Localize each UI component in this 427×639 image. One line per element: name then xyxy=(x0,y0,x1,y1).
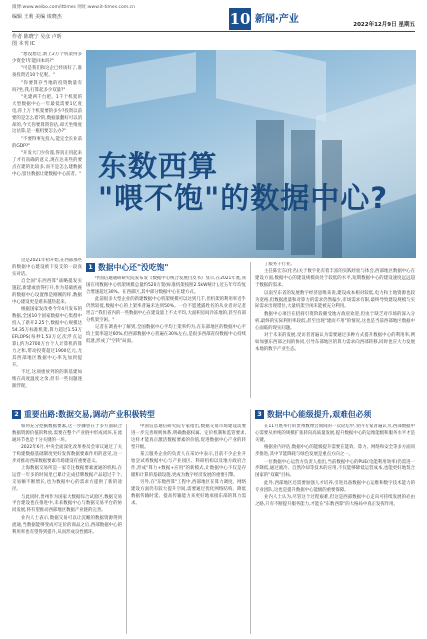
issue-date: 2022年12月9日 星期五 xyxy=(353,22,415,28)
body-paragraph: 如何充分挖掘数据要素,这一步骤曾在于多方面联合数据资源价值的释放,需要在整个产业链中形成闭环,在流通环节也是十分关键的一环。 xyxy=(12,424,122,443)
body-paragraph: 主任陈宏东(化名)关于数字化有着丰富的实践经验与体会,西部地区数据中心在建设方面,数据中心的建设规模尚处于较低的水平,短期数据中心的建设速度远远超于数据的需求。 xyxy=(255,269,415,289)
lead-paragraph: "不要得事先投入,能完全长业前的GDP?" xyxy=(12,136,82,149)
column-divider xyxy=(250,409,251,634)
byline-author: 作者 陈晓宁 吴彦 卢昕 xyxy=(12,34,62,40)
section-2-header xyxy=(12,409,155,420)
hero-building-shape xyxy=(106,52,196,108)
body-paragraph: 另外,在"东数西算"工程中,西部地区在算力调度、网络建设方面仍有较大提升空间,需要通过优化网络结构、降低数据传输时延、提高传输能力来更好地承接东部的算力需求。 xyxy=(131,480,246,506)
body-paragraph: 此外,西部地区还需要加强人才培养,引进具备数据中心运维和数字技术能力的专业团队,这也是提升数据中心能级的重要保障。 xyxy=(255,480,415,493)
section-2-title: 重要出路:数据交易,调动产业积极转型 xyxy=(24,410,155,419)
body-paragraph: 2022年6月,中央全面深化改革委员会审议通过了关于构建数据基础制度更好发挥数据要素作用的意见,这一步对推动西部数据要素市场建设有重要意义。 xyxy=(12,445,122,465)
body-paragraph: 记者在调查中了解到,全国数据中心平均上架率约为,在东部地区的数据中心平均上架率超过60%,但西部数据中心普遍在30%左右,是很多西部省份数据中心持续低迷,形成了"空转"局面。 xyxy=(86,325,246,345)
body-paragraph: 此前很多大型企业的新建数据中心机架规模可以达到几千,但机架的利用率近乎仍然较低,数据中心的上架率普遍未达到50%。一位不愿透露姓名的从业者对记者坦言:"我们省内的一些数据中心在建设量上不太平均,大面积房间冷冻地的,甚至有部分机架空闲。" xyxy=(86,297,246,323)
lead-paragraph: "你要算存当地的投资数量有吗?坐,我,打算起多少双量?" xyxy=(12,80,82,93)
section-2-mid-column xyxy=(131,424,246,508)
lead-paragraph: "开发大门少价谨,得真正用起来了才有真确的意义,现在达来些的要点在建的比较多,而不是怎么建数据中心,留住数据让建数据中心前者。" xyxy=(12,151,82,177)
body-paragraph: 在11月底举行的贵州数博会期间的一次论坛中,业内专家普遍认为,西部数据中心需要从单纯的规模扩张转向高质量发展,提升数据中心的运维能级和服务水平才是关键。 xyxy=(255,424,415,443)
masthead-rule xyxy=(12,31,415,32)
body-paragraph: 中国信息通信研究院专家指出,数据交易市场建设需要进一步完善规则体系,明确数据权属、定价机制和监管要求,这样才能真正激活数据要素的价值,促进数据中心产业的转型升级。 xyxy=(131,424,246,450)
section-2-left-column xyxy=(12,424,122,537)
left-column-body xyxy=(12,258,82,391)
section-3-column xyxy=(255,424,415,509)
body-paragraph: 某云服务企业的负责人在采访中表示,目前不少企业开始尝试将数据中心与产业园区、科研机构以及地方政府合作,形成"算力+数据+应用"的新模式,让数据中心不仅是存储和计算的基础设施,更成为数字经济发展的重要引擎。 xyxy=(131,452,246,478)
masthead-nav: 编辑 王莉 美编 谈晓杰 xyxy=(12,14,62,20)
body-paragraph: 一位数据中心运营方负责人指出,当前数据中心的PUE(电能利用效率)仍需进一步降低,通过液冷、自然冷却等技术的应用,不仅能够降低运营成本,也能更好地契合国家的"双碳"目标。 xyxy=(255,459,415,479)
body-paragraph: 对于未来的发展,受访者普遍认为需要通过多种方式提升数据中心的利用率,例如加强东西部之间的协同,引导东部地区的算力需求向西部转移,同时也应大力发展本地的数字产业生态。 xyxy=(255,333,415,352)
section-3-header xyxy=(255,409,371,420)
body-paragraph: 以南至东省的发展数字经济思维来说,建设成本相对较低,电力和土地资源也较为宽裕,但数据流量和对算力的需求仍然偏少,市场需求有限,最终导致建设规模与实际需求出现错位,大量机架空闲未能被充分利用。 xyxy=(255,290,415,310)
masthead xyxy=(12,4,415,32)
column-divider xyxy=(250,262,251,398)
byline xyxy=(12,34,62,48)
headline-line-1: 东数西算 xyxy=(98,149,219,183)
body-paragraph: 与此同时,贵州作为国家大数据综合试验区,数据交易平台建设也在推进中,未来数据中心与数据交易平台的协同发展,将有望推动西部地区数据产业链的完善。 xyxy=(12,494,122,514)
page-number: 10 xyxy=(229,10,251,28)
body-paragraph: 不过,这项重放列的的新基建如维在高度温度之余,但有一些问题逐渐浮现。 xyxy=(12,370,82,389)
body-paragraph: 上海数据交易所是一家专注数据要素流通的机构,在运营一年多的时间里已累计完成挂牌数据产品超过千个,交易额不断增长,也为数据中心的需求方提供了新的途径。 xyxy=(12,466,122,493)
body-paragraph: 根据业内评估,数据中心的能级提升需要在能效、算力、网络和安全等多方面同步推进,其中节能降耗与绿色发展是重点方向之一。 xyxy=(255,445,415,458)
body-paragraph: 中国信通通研研究院发布发《数据中心统合发展白皮书》显示,在2021年底,我国在用数据中心机架规模总量约520万架(标准机架按照2.5kW统计),近五年年均复合增速超过30%。在西部区,其中部分数据中心在建方式。 xyxy=(86,276,246,295)
section-1-header xyxy=(86,262,169,273)
hero-building-shape xyxy=(216,50,326,122)
lead-paragraph: "先建两千台吧。1千个机架的大型数据中心一年最低需要1亿度电,你上万个机架要的多少?投资以前要的是怎么着?的,数据量翻好可以消却的,今天你要算资你估,却天坐维度这估算,是一瓶机要怎么办?" xyxy=(12,94,82,135)
headline-line-2: "喂不饱"的数据中心? xyxy=(98,181,389,215)
section-title: 新闻·产业 xyxy=(255,14,299,25)
body-paragraph: 根据国家发改委今年4月发布的数据,全国10个国家数据中心集群中投入了新开2.25个,数据中心规模达54.35万标准机架,算力超过1.53万EFLOPS(每秒1.53万亿次浮点运算),约为2700万台个人计算机的算力之和,带动投资超过1900亿元,尤其西部地区数据中心率先加到提升。 xyxy=(12,307,82,368)
body-paragraph: 了服务千行业。 xyxy=(264,262,295,267)
lead-paragraph: "可是我们和这企已经谈好了,准备投资近10个亿呢。" xyxy=(12,66,82,79)
body-paragraph: 业内人士认为,尽管这个过程艰难,但这是西部数据中心走向可持续发展的必由之路,只有不断提升服务能力,才能在"东数西算"的大格局中真正发挥作用。 xyxy=(255,495,415,507)
section-2-number: 2 xyxy=(12,410,21,419)
column-divider xyxy=(126,424,127,634)
masthead-top-line: 微博:www.weibo.com/ittimes 网址:www.it-times.com.cn xyxy=(12,5,135,10)
section-1-number: 1 xyxy=(86,263,95,272)
hero-image xyxy=(86,50,416,258)
body-paragraph: 业内人士表示,数据交易可以让沉睡的数据资源得到流通,当数据能够变成可定价的商品之后,西部数据中心的利用率也有望得到提升,从而形成良性循环。 xyxy=(12,515,122,535)
section-1-title: 数据中心还"没吃饱" xyxy=(98,263,169,272)
byline-editor: 图 本刊 IC xyxy=(12,41,36,47)
section-3-number: 3 xyxy=(255,410,264,419)
body-paragraph: 自全国"东西西算"战略提发实施起,新建或放得打开,作为基础底座的数据中心设置像是刚刚的样,数据中心建设更是难来越热起来。 xyxy=(12,279,82,305)
lead-column xyxy=(12,52,82,179)
lead-paragraph: "想没想过,新上2万个机架得多少资金?年能回本吗?" xyxy=(12,52,82,64)
body-paragraph: 这是2021年初开始,在西部那些的数据中心建设被下发支的一段真实对话。 xyxy=(12,258,82,277)
body-paragraph: 数据中心项目在招商引资阶段颇受地方政府欢迎,但由于缺乏对市场的深入分析,最终的实际利用率较低,甚至出现"建而不用"的情况,这也是当前西部地区数据中心面临的现实问题。 xyxy=(255,311,415,331)
section-1-mid-column xyxy=(86,276,246,347)
section-3-title: 数据中心能级提升,艰难但必须 xyxy=(267,410,372,419)
headline xyxy=(98,150,388,214)
section-1-right-column xyxy=(255,262,415,354)
